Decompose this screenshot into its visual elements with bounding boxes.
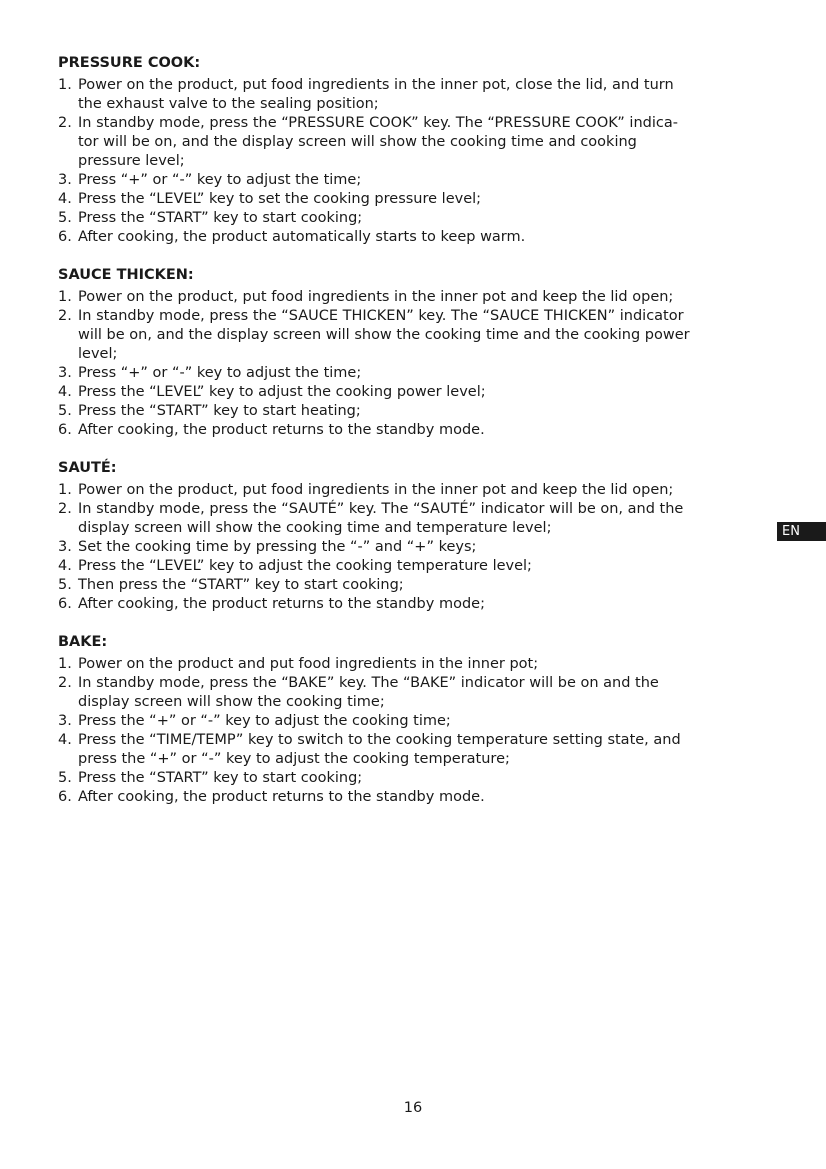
step-text [78, 595, 758, 614]
step-item [58, 228, 758, 247]
step-item [58, 576, 758, 595]
step-item [58, 538, 758, 557]
step-number: 4. [58, 191, 72, 207]
step-number: 6. [58, 229, 72, 245]
step-item [58, 557, 758, 576]
step-line: Press the “LEVEL” key to adjust the cooking temperature level; [78, 558, 532, 574]
step-line: After cooking, the product automatically starts to keep warm. [78, 229, 526, 245]
step-line: press the “+” or “-” key to adjust the cooking temperature; [78, 751, 510, 767]
section-title: SAUTÉ: [58, 460, 117, 476]
section-title: BAKE: [58, 634, 108, 650]
step-line: Press the “LEVEL” key to set the cooking pressure level; [78, 191, 482, 207]
step-number: 3. [58, 539, 72, 555]
step-text [78, 383, 758, 402]
step-text [78, 769, 758, 788]
step-line: Power on the product, put food ingredients in the inner pot and keep the lid open; [78, 482, 674, 498]
step-number: 4. [58, 558, 72, 574]
step-text [78, 557, 758, 576]
step-number: 3. [58, 172, 72, 188]
steps-list [58, 76, 758, 247]
step-text [78, 538, 758, 557]
step-text [78, 402, 758, 421]
step-line: Power on the product, put food ingredients in the inner pot, close the lid, and turn [78, 77, 674, 93]
section-pressure-cook [58, 54, 758, 247]
step-text [78, 576, 758, 595]
step-line: level; [78, 346, 118, 362]
step-number: 5. [58, 770, 72, 786]
step-number: 2. [58, 501, 72, 517]
step-item [58, 769, 758, 788]
step-line: display screen will show the cooking time and temperature level; [78, 520, 552, 536]
step-line: After cooking, the product returns to the standby mode. [78, 422, 485, 438]
step-line: In standby mode, press the “SAUTÉ” key. The “SAUTÉ” indicator will be on, and the [78, 501, 684, 517]
step-item [58, 307, 758, 364]
step-number: 1. [58, 482, 72, 498]
step-text [78, 788, 758, 807]
step-item [58, 171, 758, 190]
step-item [58, 190, 758, 209]
section-sauce-thicken [58, 266, 758, 440]
step-text [78, 114, 758, 171]
step-text [78, 674, 758, 712]
step-item [58, 500, 758, 538]
manual-content [58, 54, 758, 826]
steps-list [58, 655, 758, 807]
step-line: pressure level; [78, 153, 185, 169]
step-line: Press the “START” key to start cooking; [78, 210, 363, 226]
step-line: Press “+” or “-” key to adjust the time; [78, 365, 362, 381]
step-line: the exhaust valve to the sealing position; [78, 96, 379, 112]
step-text [78, 228, 758, 247]
step-number: 1. [58, 656, 72, 672]
step-item [58, 364, 758, 383]
step-text [78, 655, 758, 674]
step-text [78, 307, 758, 364]
step-number: 6. [58, 422, 72, 438]
step-line: will be on, and the display screen will show the cooking time and the cooking power [78, 327, 690, 343]
step-text [78, 171, 758, 190]
language-tab: EN [777, 522, 826, 541]
step-item [58, 595, 758, 614]
step-number: 6. [58, 596, 72, 612]
step-line: Then press the “START” key to start cooking; [78, 577, 404, 593]
step-item [58, 655, 758, 674]
step-line: Press the “TIME/TEMP” key to switch to the cooking temperature setting state, and [78, 732, 681, 748]
step-line: In standby mode, press the “PRESSURE COOK” key. The “PRESSURE COOK” indica- [78, 115, 678, 131]
step-item [58, 114, 758, 171]
step-number: 4. [58, 384, 72, 400]
step-text [78, 76, 758, 114]
steps-list [58, 288, 758, 440]
step-item [58, 76, 758, 114]
step-text [78, 288, 758, 307]
step-text [78, 481, 758, 500]
step-item [58, 421, 758, 440]
step-line: display screen will show the cooking time; [78, 694, 385, 710]
step-number: 5. [58, 577, 72, 593]
step-number: 2. [58, 308, 72, 324]
step-item [58, 383, 758, 402]
step-text [78, 364, 758, 383]
section-bake [58, 633, 758, 807]
step-number: 1. [58, 77, 72, 93]
step-text [78, 712, 758, 731]
step-text [78, 731, 758, 769]
step-line: Press the “START” key to start cooking; [78, 770, 363, 786]
step-line: Press “+” or “-” key to adjust the time; [78, 172, 362, 188]
step-line: tor will be on, and the display screen will show the cooking time and cooking [78, 134, 637, 150]
step-line: Press the “LEVEL” key to adjust the cooking power level; [78, 384, 486, 400]
step-number: 5. [58, 210, 72, 226]
step-text [78, 190, 758, 209]
step-number: 3. [58, 713, 72, 729]
section-title: PRESSURE COOK: [58, 55, 201, 71]
step-number: 4. [58, 732, 72, 748]
step-number: 5. [58, 403, 72, 419]
steps-list [58, 481, 758, 614]
step-text [78, 209, 758, 228]
step-line: After cooking, the product returns to the standby mode; [78, 596, 485, 612]
step-text [78, 421, 758, 440]
step-line: In standby mode, press the “BAKE” key. The “BAKE” indicator will be on and the [78, 675, 659, 691]
step-line: Press the “+” or “-” key to adjust the cooking time; [78, 713, 451, 729]
step-item [58, 209, 758, 228]
step-item [58, 712, 758, 731]
step-item [58, 288, 758, 307]
step-number: 6. [58, 789, 72, 805]
step-number: 2. [58, 675, 72, 691]
step-number: 3. [58, 365, 72, 381]
section-title: SAUCE THICKEN: [58, 267, 194, 283]
step-line: After cooking, the product returns to the standby mode. [78, 789, 485, 805]
step-item [58, 674, 758, 712]
step-item [58, 788, 758, 807]
step-line: Power on the product and put food ingredients in the inner pot; [78, 656, 539, 672]
step-line: Set the cooking time by pressing the “-” and “+” keys; [78, 539, 477, 555]
step-item [58, 731, 758, 769]
step-line: Power on the product, put food ingredients in the inner pot and keep the lid open; [78, 289, 674, 305]
page-number: 16 [403, 1100, 423, 1116]
section-saute [58, 459, 758, 614]
step-text [78, 500, 758, 538]
step-line: In standby mode, press the “SAUCE THICKEN” key. The “SAUCE THICKEN” indicator [78, 308, 684, 324]
step-item [58, 481, 758, 500]
step-line: Press the “START” key to start heating; [78, 403, 361, 419]
step-number: 2. [58, 115, 72, 131]
step-number: 1. [58, 289, 72, 305]
step-item [58, 402, 758, 421]
